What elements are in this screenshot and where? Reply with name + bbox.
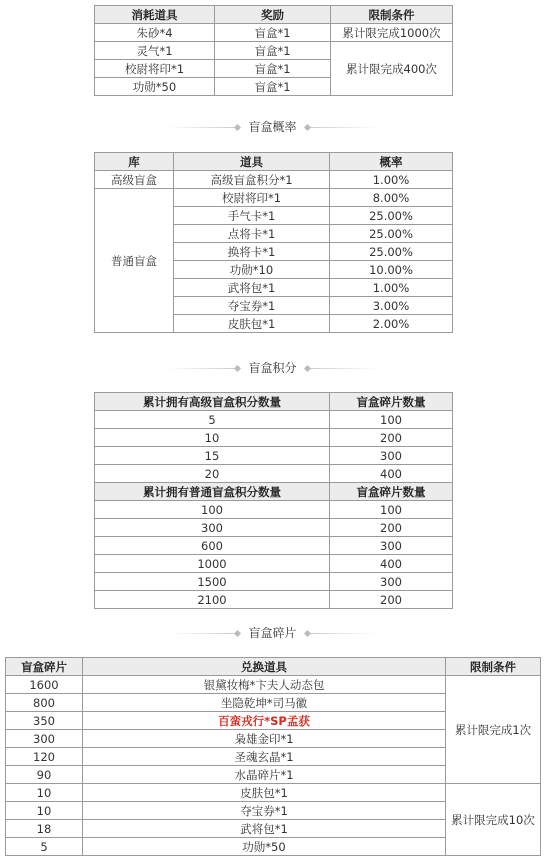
header-normal-points: 累计拥有普通盲盒积分数量 [95, 483, 330, 501]
rate-cell: 2.00% [330, 315, 453, 333]
divider-right [305, 127, 377, 128]
table-subheader-row [95, 483, 453, 501]
header-fragment-cost: 盲盒碎片 [6, 658, 83, 676]
header-exchange-item: 兑换道具 [83, 658, 446, 676]
consume-item-cell: 灵气*1 [95, 42, 215, 60]
table-header-row [6, 658, 541, 676]
section-heading: 盲盒积分 [248, 361, 297, 375]
table-row [6, 676, 541, 694]
table-row [6, 784, 541, 802]
item-cell: 武将包*1 [174, 279, 330, 297]
table-row [95, 171, 453, 189]
item-cell: 功勋*10 [174, 261, 330, 279]
consume-item-cell: 校尉将印*1 [95, 60, 215, 78]
exchange-item-cell: 皮肤包*1 [83, 784, 446, 802]
header-fragments: 盲盒碎片数量 [330, 393, 453, 411]
rate-cell: 25.00% [330, 225, 453, 243]
table-header-row [95, 6, 453, 24]
consume-reward-table [94, 5, 453, 96]
points-cell: 300 [95, 519, 330, 537]
cost-cell: 90 [6, 766, 83, 784]
section-title-fragments [0, 624, 545, 641]
table-row [95, 573, 453, 591]
cost-cell: 1600 [6, 676, 83, 694]
cost-cell: 10 [6, 802, 83, 820]
header-consume-item: 消耗道具 [95, 6, 215, 24]
exchange-item-cell: 银黛妆梅*卞夫人动态包 [83, 676, 446, 694]
rate-cell: 8.00% [330, 189, 453, 207]
fragments-cell: 300 [330, 573, 453, 591]
fragments-cell: 200 [330, 519, 453, 537]
cost-cell: 800 [6, 694, 83, 712]
reward-cell: 盲盒*1 [215, 24, 331, 42]
points-cell: 600 [95, 537, 330, 555]
points-cell: 5 [95, 411, 330, 429]
exchange-item-cell: 圣魂玄晶*1 [83, 748, 446, 766]
fragments-cell: 400 [330, 465, 453, 483]
fragments-cell: 100 [330, 411, 453, 429]
pool-cell: 高级盲盒 [95, 171, 174, 189]
consume-item-cell: 功勋*50 [95, 78, 215, 96]
consume-item-cell: 朱砂*4 [95, 24, 215, 42]
rate-cell: 10.00% [330, 261, 453, 279]
section-title-probability [0, 118, 545, 135]
reward-cell: 盲盒*1 [215, 42, 331, 60]
pool-cell: 普通盲盒 [95, 189, 174, 333]
points-cell: 1500 [95, 573, 330, 591]
exchange-item-cell: 夺宝券*1 [83, 802, 446, 820]
reward-cell: 盲盒*1 [215, 78, 331, 96]
limit-cell: 累计限完成1000次 [331, 24, 453, 42]
divider-left [168, 368, 240, 369]
limit-cell: 累计限完成10次 [446, 784, 541, 856]
item-cell: 高级盲盒积分*1 [174, 171, 330, 189]
header-advanced-points: 累计拥有高级盲盒积分数量 [95, 393, 330, 411]
table-row [95, 591, 453, 609]
cost-cell: 120 [6, 748, 83, 766]
fragments-cell: 200 [330, 591, 453, 609]
table-row [95, 465, 453, 483]
rate-cell: 1.00% [330, 171, 453, 189]
cost-cell: 5 [6, 838, 83, 856]
divider-left [168, 633, 240, 634]
section-title-points [0, 359, 545, 376]
item-cell: 手气卡*1 [174, 207, 330, 225]
table-header-row [95, 393, 453, 411]
section-heading: 盲盒概率 [248, 120, 297, 134]
points-table [94, 392, 453, 609]
points-cell: 20 [95, 465, 330, 483]
item-cell: 校尉将印*1 [174, 189, 330, 207]
exchange-item-cell: 水晶碎片*1 [83, 766, 446, 784]
rate-cell: 3.00% [330, 297, 453, 315]
table-row [95, 537, 453, 555]
item-cell: 点将卡*1 [174, 225, 330, 243]
points-cell: 1000 [95, 555, 330, 573]
limit-cell: 累计限完成1次 [446, 676, 541, 784]
divider-right [305, 633, 377, 634]
rate-cell: 1.00% [330, 279, 453, 297]
item-cell: 换将卡*1 [174, 243, 330, 261]
points-cell: 15 [95, 447, 330, 465]
header-reward: 奖励 [215, 6, 331, 24]
points-cell: 10 [95, 429, 330, 447]
probability-table [94, 152, 453, 333]
cost-cell: 350 [6, 712, 83, 730]
table-row [95, 429, 453, 447]
table-row [95, 519, 453, 537]
header-limit: 限制条件 [331, 6, 453, 24]
cost-cell: 18 [6, 820, 83, 838]
item-cell: 夺宝券*1 [174, 297, 330, 315]
points-cell: 2100 [95, 591, 330, 609]
exchange-item-cell: 功勋*50 [83, 838, 446, 856]
item-cell: 皮肤包*1 [174, 315, 330, 333]
exchange-table [5, 657, 541, 856]
table-row [95, 501, 453, 519]
points-cell: 100 [95, 501, 330, 519]
table-row [95, 411, 453, 429]
divider-left [168, 127, 240, 128]
header-limit: 限制条件 [446, 658, 541, 676]
exchange-item-cell-highlight: 百蛮戎行*SP孟获 [83, 712, 446, 730]
rate-cell: 25.00% [330, 243, 453, 261]
exchange-item-cell: 枭雄金印*1 [83, 730, 446, 748]
header-fragments: 盲盒碎片数量 [330, 483, 453, 501]
limit-cell: 累计限完成400次 [331, 42, 453, 96]
table-row [95, 555, 453, 573]
cost-cell: 300 [6, 730, 83, 748]
divider-right [305, 368, 377, 369]
reward-cell: 盲盒*1 [215, 60, 331, 78]
fragments-cell: 300 [330, 447, 453, 465]
fragments-cell: 200 [330, 429, 453, 447]
table-row [95, 189, 453, 207]
header-rate: 概率 [330, 153, 453, 171]
exchange-item-cell: 坐隐乾坤*司马徽 [83, 694, 446, 712]
header-pool: 库 [95, 153, 174, 171]
exchange-item-cell: 武将包*1 [83, 820, 446, 838]
table-row [95, 24, 453, 42]
cost-cell: 10 [6, 784, 83, 802]
table-header-row [95, 153, 453, 171]
section-heading: 盲盒碎片 [248, 626, 297, 640]
rate-cell: 25.00% [330, 207, 453, 225]
fragments-cell: 400 [330, 555, 453, 573]
fragments-cell: 300 [330, 537, 453, 555]
header-item: 道具 [174, 153, 330, 171]
fragments-cell: 100 [330, 501, 453, 519]
table-row [95, 447, 453, 465]
table-row [95, 42, 453, 60]
